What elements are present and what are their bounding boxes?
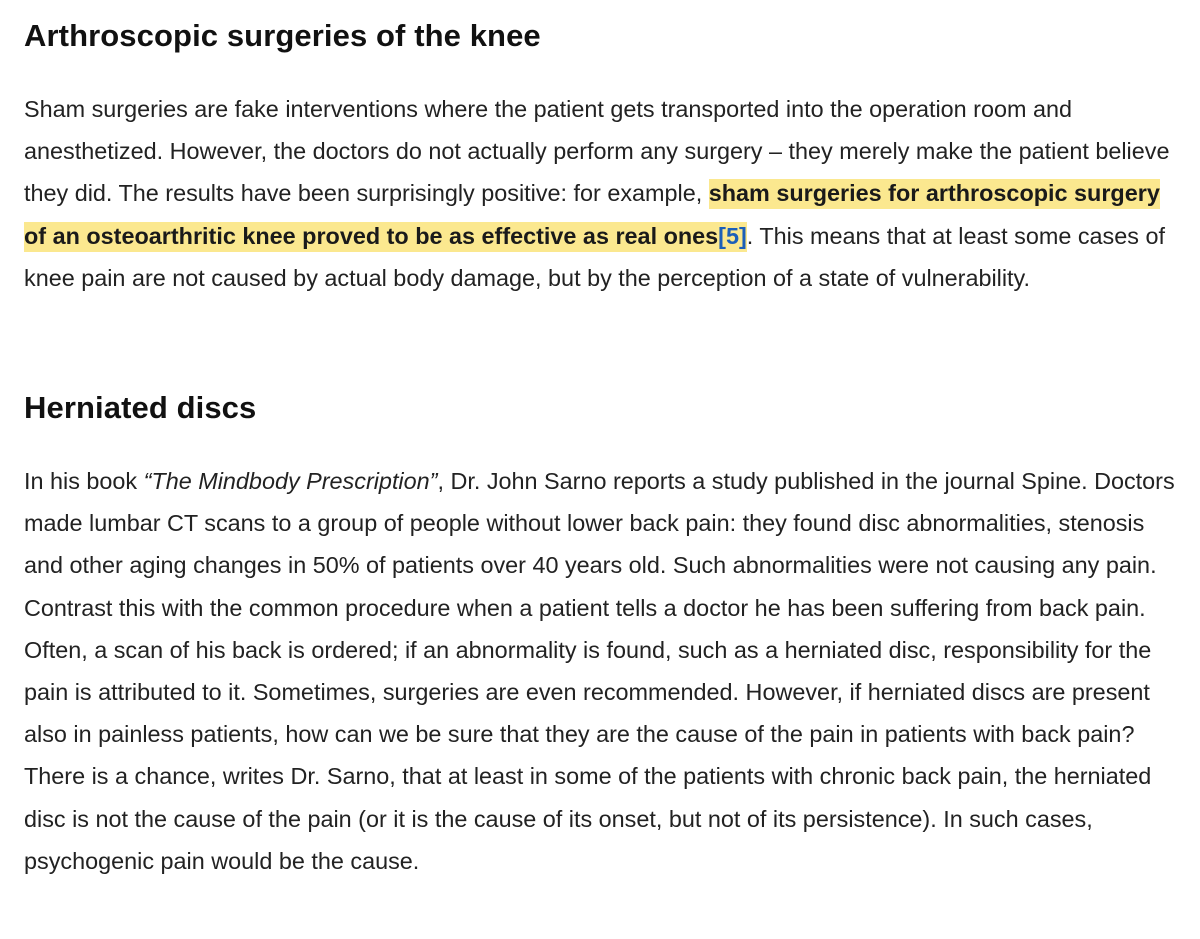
paragraph-text: In his book: [24, 468, 144, 494]
book-title: “The Mindbody Prescription”: [143, 468, 438, 494]
paragraph-text: , Dr. John Sarno reports a study published in the journal Spine. Doctors made lumbar CT scans to a group of people without lower back pain: they found disc abnormalities, stenosis and other aging changes in 50% of patients over 40 years old. Such abnormalities were not causing any pain. Contrast this with the common procedure when a patient tells a doctor he has been suffering from back pain. Often, a scan of his back is ordered; if an abnormality is found, such as a herniated disc, responsibility for the pain is attributed to it. Sometimes, surgeries are even recommended. However, if herniated discs are present also in painless patients, how can we be sure that they are the cause of the pain in patients with back pain? There is a chance, writes Dr. Sarno, that at least in some of the patients with chronic back pain, the herniated disc is not the cause of the pain (or it is the cause of its onset, but not of its persistence). In such cases, psychogenic pain would be the cause.: [24, 468, 1175, 874]
section-heading-herniated-discs: Herniated discs: [24, 390, 257, 425]
highlight-text: sham surgeries for arthroscopic surgery of an osteoarthritic knee proved to be as effective as real ones: [24, 180, 1160, 249]
section-paragraph-herniated-discs: [24, 460, 1184, 882]
section-paragraph-knee: [24, 88, 1184, 299]
paragraph-text: Sham surgeries are fake interventions where the patient gets transported into the operation room and anesthetized. However, the doctors do not actually perform any surgery – they merely make the patient believe they did. The results have been surprisingly positive: for example,: [24, 96, 1170, 207]
paragraph-text: . This means that at least some cases of knee pain are not caused by actual body damage, but by the perception of a state of vulnerability.: [24, 222, 1165, 291]
reference-link-5[interactable]: [5]: [718, 222, 747, 249]
section-heading-knee: Arthroscopic surgeries of the knee: [24, 18, 541, 53]
